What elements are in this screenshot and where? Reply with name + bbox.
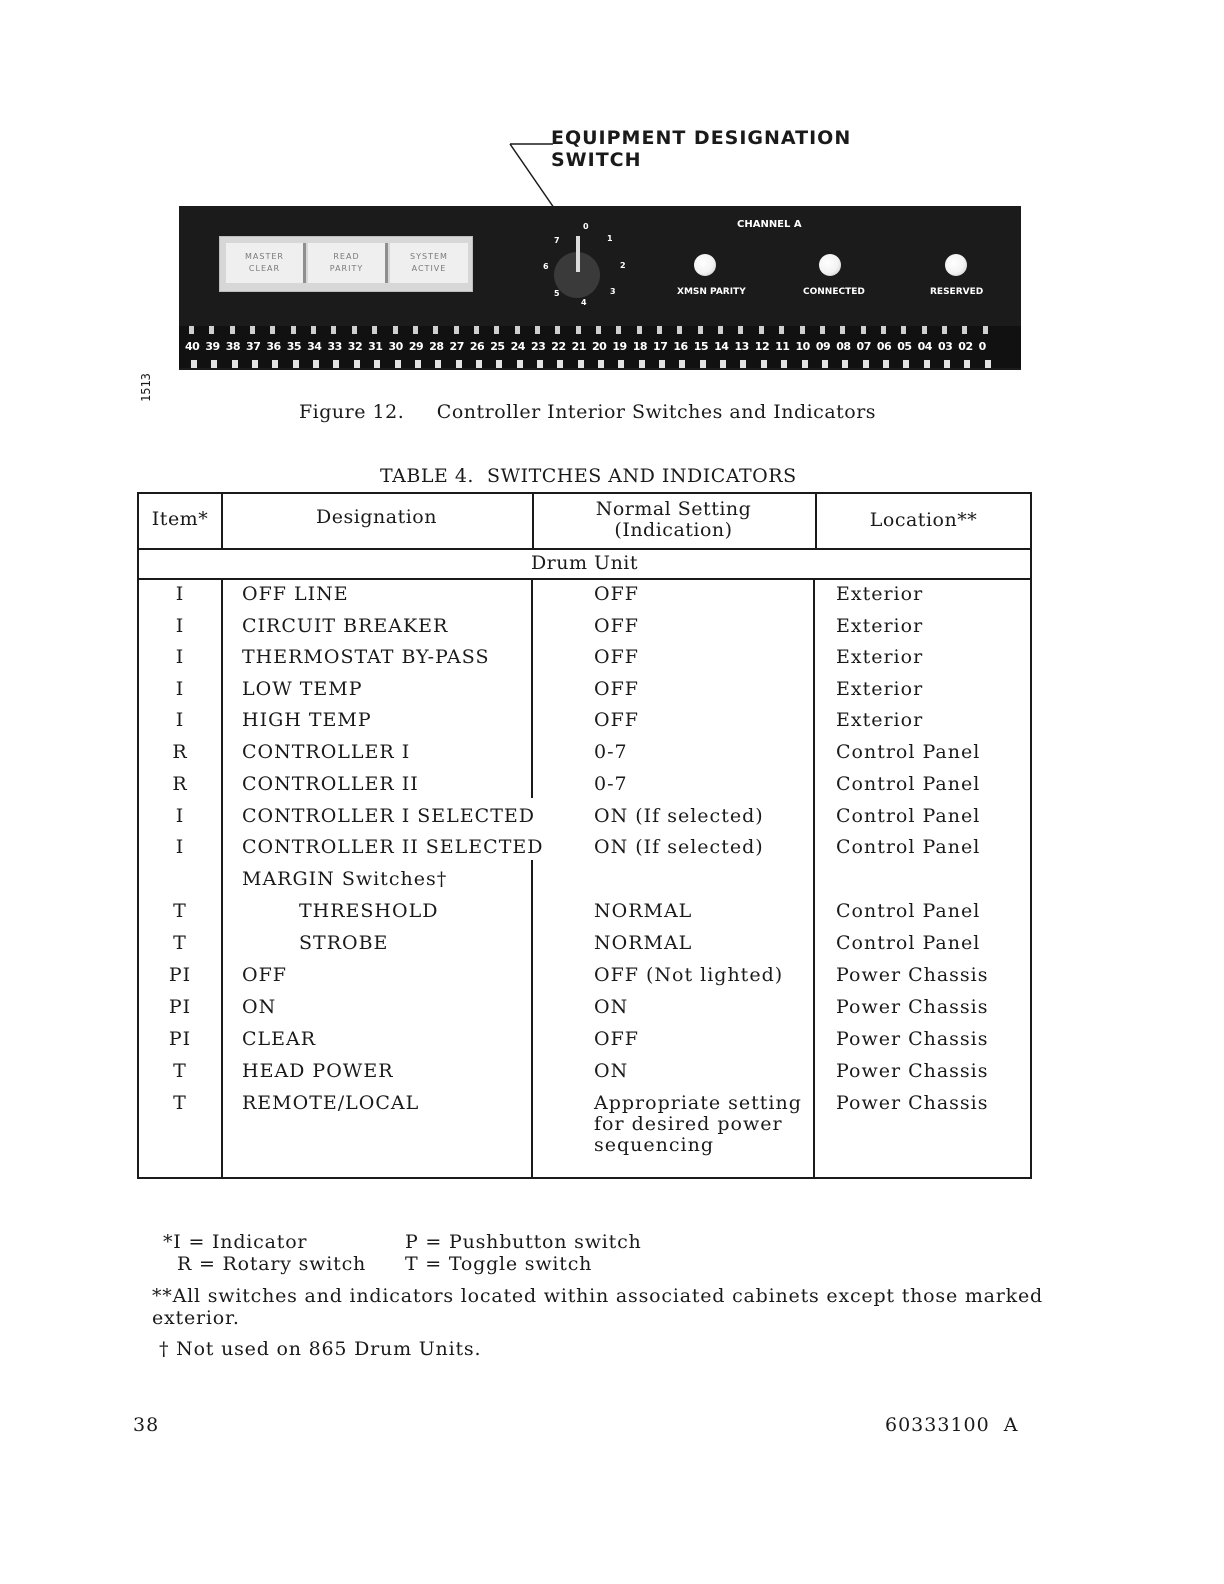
row-location: Control Panel (836, 836, 981, 858)
row-setting: ON (If selected) (594, 805, 764, 827)
connected-indicator (819, 254, 841, 276)
bit-number: 16 (673, 340, 688, 353)
row-designation: HEAD POWER (242, 1060, 394, 1082)
bit-tick-bottom (476, 360, 482, 368)
bit-number: 37 (246, 340, 261, 353)
bit-number: 26 (469, 340, 485, 353)
legend-rotary: R = Rotary switch (177, 1253, 367, 1275)
bit-number: 04 (917, 340, 932, 353)
controller-panel-photo (179, 206, 1021, 370)
bit-tick-bottom (618, 360, 624, 368)
connected-label: CONNECTED (803, 287, 865, 297)
bit-tick-bottom (700, 360, 706, 368)
bit-tick-top (840, 326, 845, 334)
row-item: PI (168, 996, 192, 1018)
bit-tick-top (454, 326, 459, 334)
bit-tick-top (596, 326, 601, 334)
bit-number: 08 (836, 340, 851, 353)
row-location: Control Panel (836, 900, 981, 922)
bit-tick-top (942, 326, 947, 334)
equipment-designation-callout (551, 127, 851, 171)
bit-number: 35 (286, 340, 302, 353)
bit-number: 17 (653, 340, 668, 353)
row-designation: REMOTE/LOCAL (242, 1092, 420, 1114)
bit-tick-bottom (496, 360, 502, 368)
bit-tick-bottom (395, 360, 401, 368)
row-designation: THERMOSTAT BY-PASS (242, 646, 490, 668)
bit-number: 29 (408, 340, 424, 353)
bit-number: 30 (388, 340, 403, 353)
bit-tick-top (189, 326, 194, 334)
col-divider-2-body-top (531, 578, 533, 798)
row-designation: STROBE (299, 932, 389, 954)
bit-tick-bottom (822, 360, 828, 368)
bit-tick-bottom (415, 360, 421, 368)
row-location: Exterior (836, 678, 924, 700)
dial-number-5: 5 (554, 289, 560, 298)
row-item: PI (168, 1028, 192, 1050)
section-drum-unit: Drum Unit (530, 552, 639, 574)
header-normal-setting: Normal Setting (Indication) (595, 498, 752, 541)
bit-number: 22 (551, 340, 566, 353)
bit-tick-top (433, 326, 438, 334)
row-designation: CONTROLLER I (242, 741, 411, 763)
bit-tick-top (515, 326, 520, 334)
bit-tick-top (555, 326, 560, 334)
col-divider-1-body (221, 578, 223, 1177)
bit-tick-top (718, 326, 723, 334)
row-location: Control Panel (836, 805, 981, 827)
table-title: TABLE 4. SWITCHES AND INDICATORS (380, 465, 797, 487)
row-item: T (173, 932, 187, 954)
row-setting: OFF (594, 615, 639, 637)
row-setting: 0-7 (594, 741, 628, 763)
bit-tick-bottom (964, 360, 970, 368)
xmsn-parity-label: XMSN PARITY (677, 287, 746, 297)
bit-tick-top (881, 326, 886, 334)
side-reference-number: 1513 (139, 373, 153, 402)
bit-tick-bottom (456, 360, 462, 368)
callout-line-2: SWITCH (551, 149, 642, 171)
section-rule (139, 578, 1030, 580)
dial-number-0: 0 (583, 222, 589, 231)
bit-tick-top (637, 326, 642, 334)
bit-number: 40 (185, 340, 200, 353)
bit-tick-top (677, 326, 682, 334)
col-divider-2-body-bottom (531, 860, 533, 1177)
bit-number: 0 (978, 340, 986, 353)
bit-tick-top (291, 326, 296, 334)
xmsn-parity-indicator (694, 254, 716, 276)
bit-tick-top (861, 326, 866, 334)
row-location: Control Panel (836, 932, 981, 954)
row-setting: OFF (594, 583, 639, 605)
row-location: Exterior (836, 583, 924, 605)
bit-tick-top (413, 326, 418, 334)
bit-number: 39 (205, 340, 220, 353)
bit-tick-bottom (720, 360, 726, 368)
bit-tick-bottom (313, 360, 319, 368)
bit-tick-bottom (557, 360, 563, 368)
bit-number: 11 (775, 340, 790, 353)
bit-number: 06 (876, 340, 892, 353)
row-designation: CONTROLLER II SELECTED (242, 836, 544, 858)
bit-number: 21 (571, 340, 586, 353)
bit-tick-bottom (802, 360, 808, 368)
row-setting: OFF (594, 709, 639, 731)
row-designation: LOW TEMP (242, 678, 363, 700)
row-location: Power Chassis (836, 1028, 989, 1050)
bit-number: 33 (327, 340, 342, 353)
bit-tick-top (962, 326, 967, 334)
row-item: I (175, 836, 185, 858)
dial-number-2: 2 (620, 261, 626, 270)
row-setting: NORMAL (594, 900, 693, 922)
row-item: I (175, 805, 185, 827)
row-designation: CLEAR (242, 1028, 317, 1050)
callout-line-1: EQUIPMENT DESIGNATION (551, 127, 852, 149)
bit-number: 18 (632, 340, 647, 353)
row-designation: ON (242, 996, 277, 1018)
row-item: I (175, 583, 185, 605)
read-parity-button: READ PARITY (308, 243, 388, 283)
header-item: Item* (151, 508, 209, 530)
bit-number: 27 (449, 340, 464, 353)
figure-title: Controller Interior Switches and Indicators (436, 401, 877, 423)
row-designation: OFF (242, 964, 287, 986)
legend-pushbutton: P = Pushbutton switch (405, 1231, 642, 1253)
bit-tick-top (738, 326, 743, 334)
row-item: R (172, 741, 188, 763)
row-setting: NORMAL (594, 932, 693, 954)
bit-tick-top (209, 326, 214, 334)
bit-tick-bottom (863, 360, 869, 368)
row-location: Exterior (836, 615, 924, 637)
bit-number: 03 (937, 340, 953, 353)
bit-tick-top (576, 326, 581, 334)
bit-tick-top (759, 326, 764, 334)
system-active-button: SYSTEM ACTIVE (390, 243, 468, 283)
dial-number-1: 1 (607, 234, 613, 243)
figure-label: Figure 12. (299, 401, 405, 423)
bit-tick-bottom (985, 360, 991, 368)
switches-indicators-table (137, 492, 1032, 1179)
figure-caption (299, 401, 876, 423)
row-location: Power Chassis (836, 996, 989, 1018)
bit-number: 07 (856, 340, 871, 353)
row-location: Power Chassis (836, 1092, 989, 1114)
row-designation: HIGH TEMP (242, 709, 372, 731)
bit-tick-top (230, 326, 235, 334)
reserved-indicator (945, 254, 967, 276)
row-item: I (175, 709, 185, 731)
bit-number: 32 (347, 340, 363, 353)
bit-tick-top (250, 326, 255, 334)
bit-tick-top (616, 326, 621, 334)
reserved-label: RESERVED (930, 287, 984, 297)
dial-number-6: 6 (543, 262, 549, 271)
bit-tick-bottom (374, 360, 380, 368)
bit-number-strip (179, 326, 1021, 368)
channel-label: CHANNEL A (737, 219, 802, 230)
bit-tick-bottom (842, 360, 848, 368)
bit-tick-top (820, 326, 825, 334)
row-item: I (175, 646, 185, 668)
bit-tick-top (494, 326, 499, 334)
row-designation: CONTROLLER II (242, 773, 419, 795)
bit-number: 13 (734, 340, 749, 353)
bit-tick-bottom (191, 360, 197, 368)
bit-tick-bottom (761, 360, 767, 368)
row-location: Control Panel (836, 741, 981, 763)
row-setting: 0-7 (594, 773, 628, 795)
row-item: I (175, 678, 185, 700)
bit-number: 38 (225, 340, 240, 353)
row-setting: ON (If selected) (594, 836, 764, 858)
row-setting: ON (594, 996, 629, 1018)
bit-tick-top (535, 326, 540, 334)
dial-number-7: 7 (554, 236, 560, 245)
bit-tick-top (779, 326, 784, 334)
bit-tick-top (270, 326, 275, 334)
dial-number-3: 3 (610, 287, 616, 296)
bit-tick-bottom (293, 360, 299, 368)
row-location: Power Chassis (836, 964, 989, 986)
row-item: I (175, 615, 185, 637)
dagger-footnote: † Not used on 865 Drum Units. (159, 1338, 482, 1360)
bit-tick-bottom (232, 360, 238, 368)
bit-tick-top (352, 326, 357, 334)
header-location: Location** (869, 509, 978, 531)
bit-tick-top (657, 326, 662, 334)
document-number: 60333100 A (885, 1414, 1019, 1436)
bit-number: 34 (307, 340, 322, 353)
row-setting: OFF (594, 678, 639, 700)
bit-number: 19 (612, 340, 627, 353)
header-rule (139, 548, 1030, 550)
bit-tick-top (698, 326, 703, 334)
bit-number: 24 (510, 340, 525, 353)
bit-tick-top (474, 326, 479, 334)
bit-tick-top (393, 326, 398, 334)
bit-number: 09 (815, 340, 831, 353)
bit-tick-bottom (924, 360, 930, 368)
row-setting: OFF (Not lighted) (594, 964, 784, 986)
row-designation: CONTROLLER I SELECTED (242, 805, 535, 827)
row-location: Power Chassis (836, 1060, 989, 1082)
bit-tick-bottom (740, 360, 746, 368)
master-clear-button: MASTER CLEAR (226, 243, 306, 283)
bit-number: 20 (592, 340, 607, 353)
bit-number: 14 (714, 340, 729, 353)
row-item: PI (168, 964, 192, 986)
bit-tick-bottom (598, 360, 604, 368)
bit-tick-bottom (883, 360, 889, 368)
legend-indicator: *I = Indicator (163, 1231, 308, 1253)
bit-number: 31 (368, 340, 383, 353)
row-setting: OFF (594, 646, 639, 668)
row-item: T (173, 900, 187, 922)
row-item: T (173, 1060, 187, 1082)
legend-toggle: T = Toggle switch (405, 1253, 593, 1275)
rotary-dial-pointer (576, 236, 580, 272)
row-location: Exterior (836, 646, 924, 668)
bit-tick-bottom (272, 360, 278, 368)
bit-tick-bottom (781, 360, 787, 368)
bit-tick-bottom (659, 360, 665, 368)
bit-number: 23 (530, 340, 546, 353)
row-setting: OFF (594, 1028, 639, 1050)
dial-number-4: 4 (581, 298, 587, 307)
bit-tick-bottom (333, 360, 339, 368)
row-location: Exterior (836, 709, 924, 731)
bit-tick-bottom (435, 360, 441, 368)
bit-tick-top (800, 326, 805, 334)
bit-tick-bottom (903, 360, 909, 368)
bit-tick-top (901, 326, 906, 334)
bit-number: 12 (754, 340, 770, 353)
bit-tick-bottom (252, 360, 258, 368)
bit-number: 10 (795, 340, 810, 353)
bit-tick-bottom (639, 360, 645, 368)
bit-tick-top (983, 326, 988, 334)
bit-tick-top (922, 326, 927, 334)
bit-tick-top (311, 326, 316, 334)
bit-number: 05 (897, 340, 912, 353)
header-designation: Designation (316, 506, 437, 528)
bit-number: 25 (490, 340, 505, 353)
page-number: 38 (133, 1414, 160, 1436)
row-designation: MARGIN Switches† (242, 868, 448, 890)
row-designation: THRESHOLD (299, 900, 439, 922)
bit-tick-bottom (537, 360, 543, 368)
bit-number: 36 (266, 340, 281, 353)
bit-number: 02 (958, 340, 973, 353)
bit-tick-bottom (354, 360, 360, 368)
row-location: Control Panel (836, 773, 981, 795)
bit-tick-bottom (679, 360, 685, 368)
row-designation: CIRCUIT BREAKER (242, 615, 449, 637)
bit-tick-bottom (944, 360, 950, 368)
location-footnote: **All switches and indicators located within associated cabinets except those marked exterior. (152, 1285, 1043, 1329)
bit-tick-top (331, 326, 336, 334)
bit-number: 28 (429, 340, 444, 353)
row-designation: OFF LINE (242, 583, 349, 605)
pushbutton-group (219, 236, 473, 292)
bit-tick-bottom (517, 360, 523, 368)
row-item: R (172, 773, 188, 795)
row-setting: ON (594, 1060, 629, 1082)
col-divider-3-body (813, 578, 815, 1177)
bit-tick-bottom (211, 360, 217, 368)
bit-number: 15 (693, 340, 709, 353)
row-item: T (173, 1092, 187, 1114)
row-setting: Appropriate setting for desired power sequencing (594, 1092, 802, 1156)
bit-tick-bottom (578, 360, 584, 368)
bit-tick-top (372, 326, 377, 334)
